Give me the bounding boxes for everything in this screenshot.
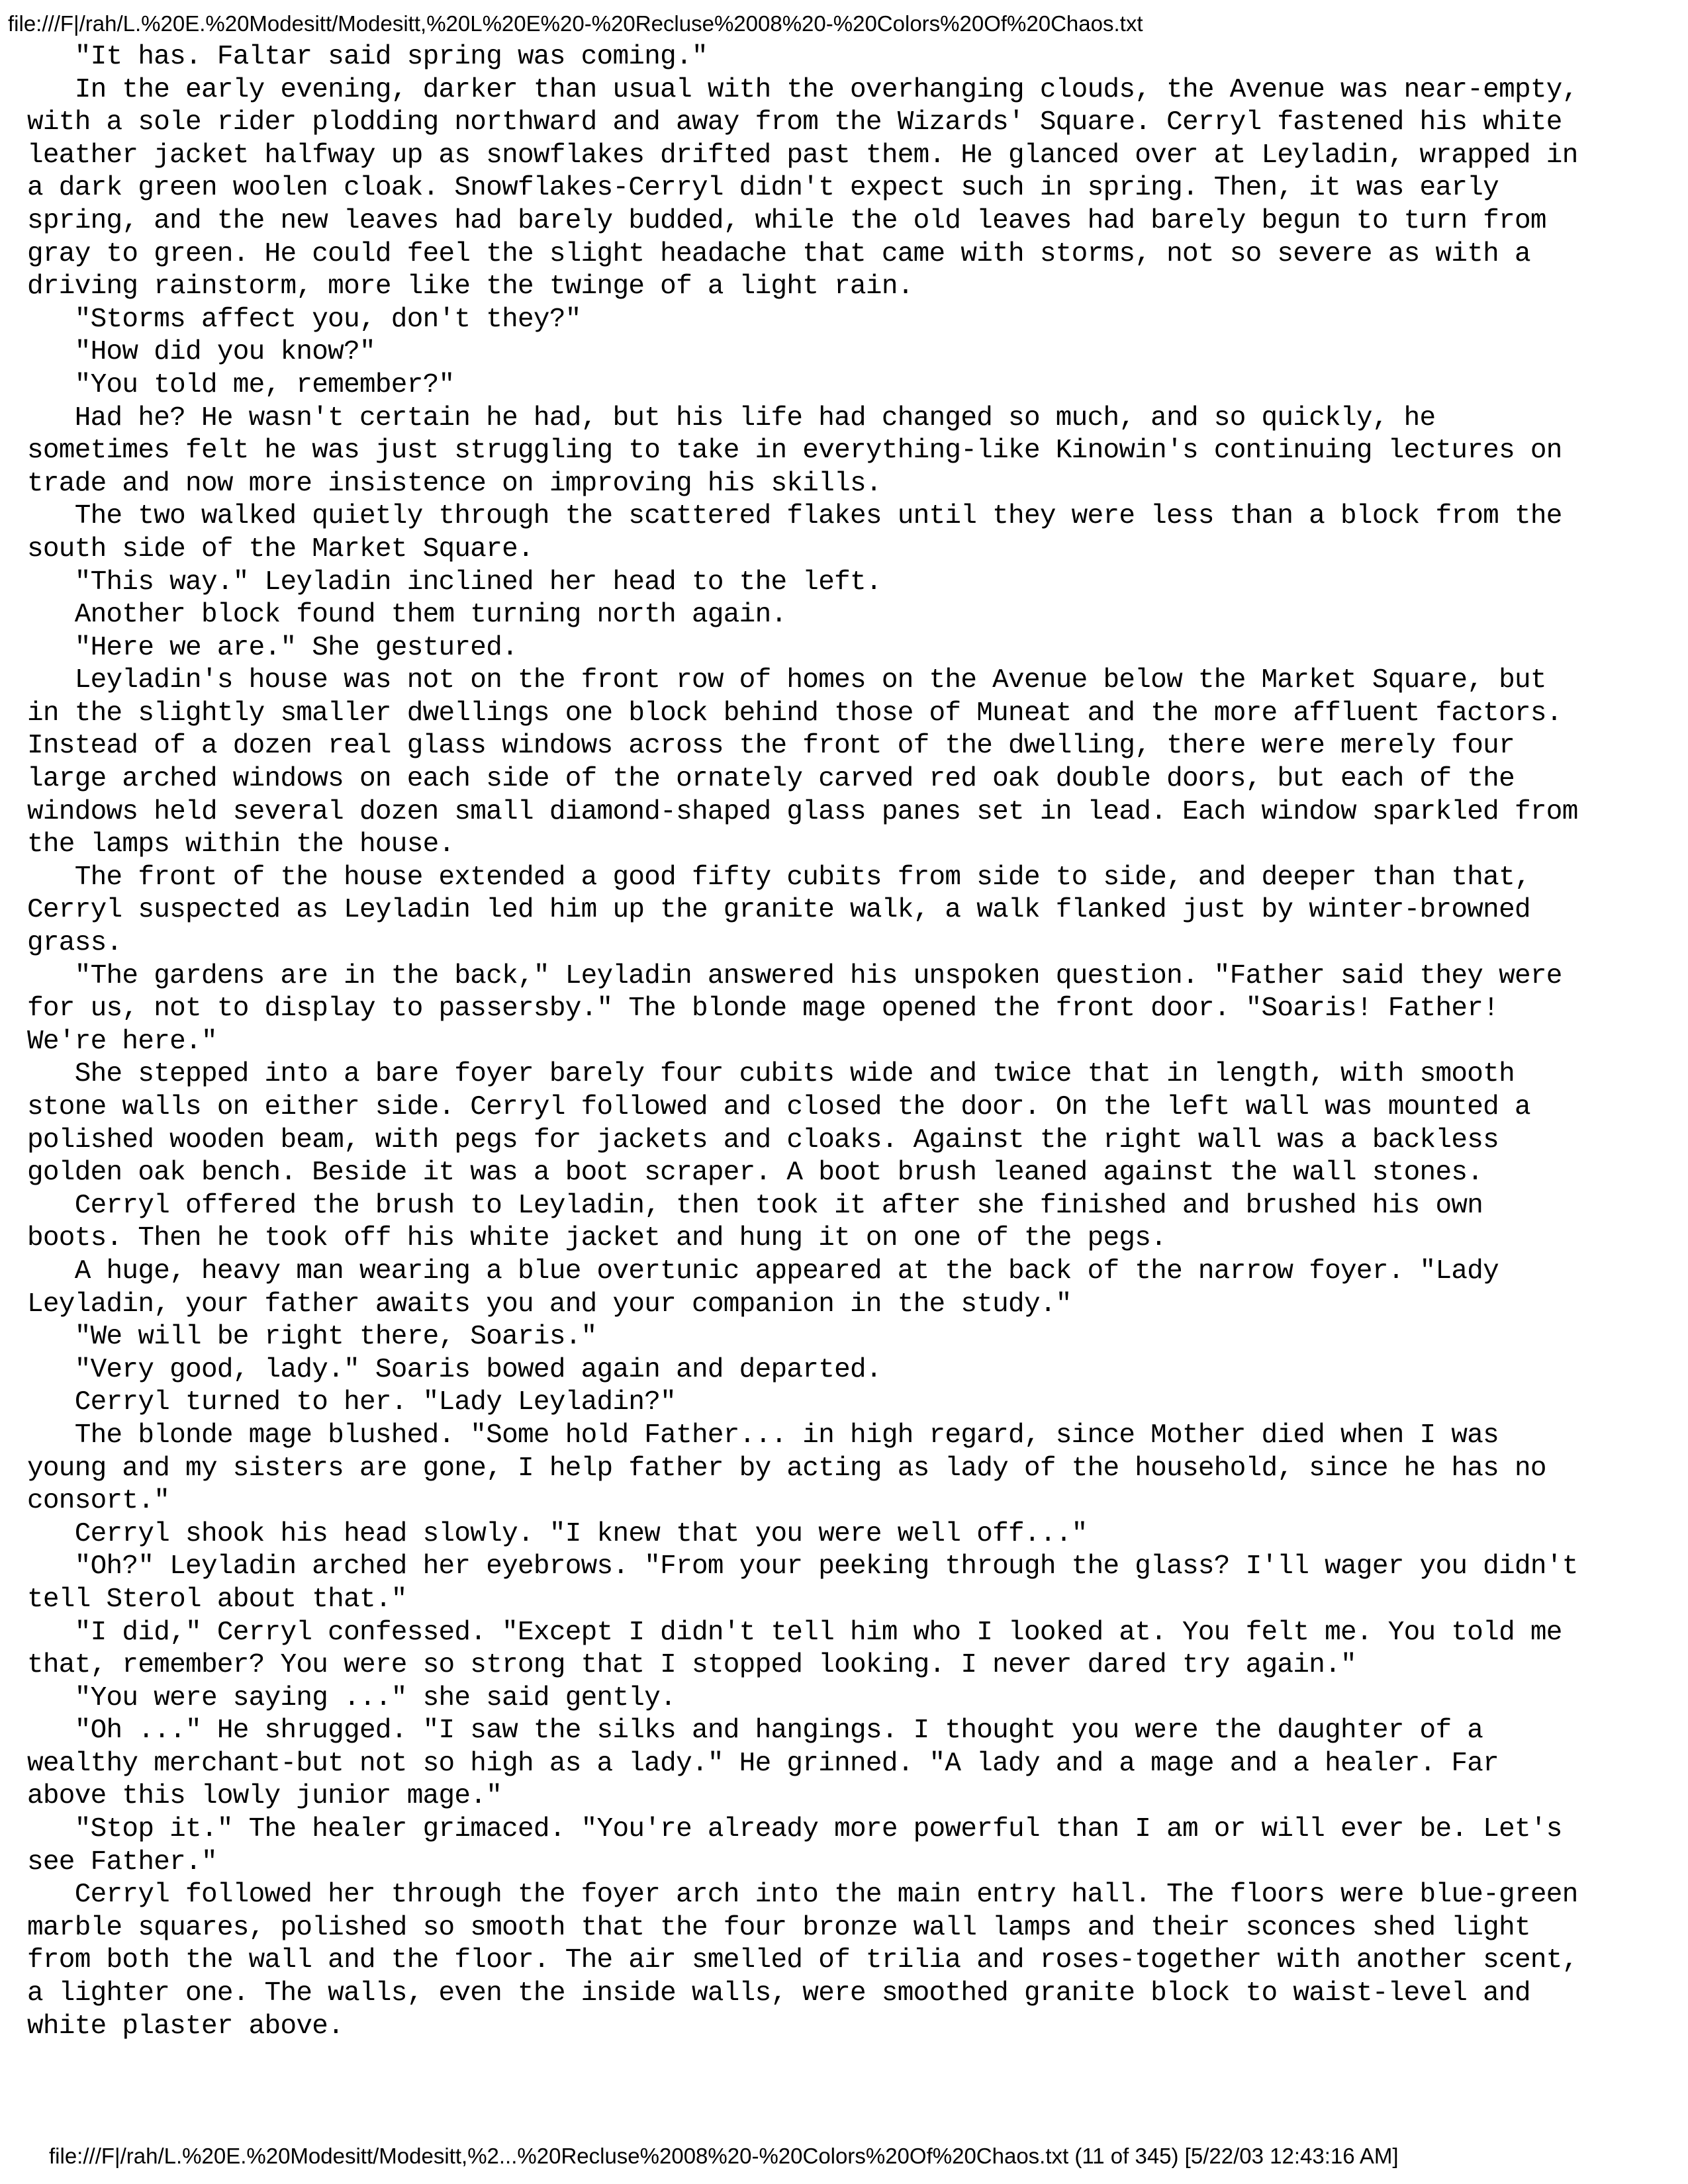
text-line: in the slightly smaller dwellings one block behind those of Muneat and the more affluent factors. <box>27 698 1562 729</box>
text-line: Cerryl followed her through the foyer arch into the main entry hall. The floors were blue-green <box>27 1880 1578 1911</box>
text-line: We're here." <box>27 1026 217 1057</box>
text-line: Leyladin, your father awaits you and your companion in the study." <box>27 1289 1072 1320</box>
text-line: that, remember? You were so strong that I stopped looking. I never dared try again." <box>27 1650 1356 1681</box>
text-line: gray to green. He could feel the slight headache that came with storms, not so severe as with a <box>27 238 1530 269</box>
text-line: young and my sisters are gone, I help father by acting as lady of the household, since he has no <box>27 1453 1546 1484</box>
text-line: "You were saying ..." she said gently. <box>27 1682 677 1713</box>
text-line: "Very good, lady." Soaris bowed again and departed. <box>27 1354 882 1385</box>
text-line: "We will be right there, Soaris." <box>27 1322 597 1353</box>
text-line: from both the wall and the floor. The air smelled of trilia and roses-together with another scent, <box>27 1945 1578 1976</box>
text-line: polished wooden beam, with pegs for jackets and cloaks. Against the right wall was a backless <box>27 1124 1499 1156</box>
text-line: wealthy merchant-but not so high as a lady." He grinned. "A lady and a mage and a healer. Far <box>27 1748 1499 1779</box>
text-line: south side of the Market Square. <box>27 533 534 565</box>
text-line: a dark green woolen cloak. Snowflakes-Cerryl didn't expect such in spring. Then, it was early <box>27 173 1499 204</box>
text-line: A huge, heavy man wearing a blue overtunic appeared at the back of the narrow foyer. "Lady <box>27 1255 1499 1287</box>
text-line: boots. Then he took off his white jacket and hung it on one of the pegs. <box>27 1223 1167 1254</box>
text-line: for us, not to display to passersby." The blonde mage opened the front door. "Soaris! Father! <box>27 993 1499 1024</box>
text-line: Cerryl offered the brush to Leyladin, then took it after she finished and brushed his own <box>27 1190 1483 1221</box>
text-line: see Father." <box>27 1846 217 1878</box>
text-line: stone walls on either side. Cerryl followed and closed the door. On the left wall was mounted a <box>27 1092 1530 1122</box>
text-line: leather jacket halfway up as snowflakes drifted past them. He glanced over at Leyladin, wrapped in <box>27 140 1578 171</box>
file-path-header: file:///F|/rah/L.%20E.%20Modesitt/Modesitt,%20L%20E%20-%20Recluse%2008%20-%20Colors%20Of%20Chaos.txt <box>8 11 1143 36</box>
text-line: "Storms affect you, don't they?" <box>27 304 581 335</box>
text-line: a lighter one. The walls, even the inside walls, were smoothed granite block to waist-level and <box>27 1978 1530 2009</box>
text-line: the lamps within the house. <box>27 829 455 860</box>
text-line: with a sole rider plodding northward and away from the Wizards' Square. Cerryl fastened his white <box>27 107 1562 138</box>
text-line: "This way." Leyladin inclined her head to the left. <box>27 567 882 598</box>
text-line: large arched windows on each side of the ornately carved red oak double doors, but each of the <box>27 764 1515 795</box>
text-line: "Oh?" Leyladin arched her eyebrows. "From your peeking through the glass? I'll wager you didn't <box>27 1551 1578 1582</box>
text-line: marble squares, polished so smooth that the four bronze wall lamps and their sconces shed light <box>27 1912 1530 1943</box>
text-line: spring, and the new leaves had barely budded, while the old leaves had barely begun to turn from <box>27 205 1546 236</box>
text-line: The blonde mage blushed. "Some hold Father... in high regard, since Mother died when I was <box>27 1420 1499 1451</box>
file-path-footer: file:///F|/rah/L.%20E.%20Modesitt/Modesitt,%2...%20Recluse%2008%20-%20Colors%20Of%20Chaos.txt (11 of 345) [5/22/03 12:43:16 AM] <box>49 2144 1399 2168</box>
text-line: Leyladin's house was not on the front row of homes on the Avenue below the Market Square, but <box>27 665 1546 696</box>
text-line: "You told me, remember?" <box>27 369 455 400</box>
text-line: grass. <box>27 928 122 959</box>
text-line: "Here we are." She gestured. <box>27 632 518 663</box>
text-line: Instead of a dozen real glass windows across the front of the dwelling, there were merely four <box>27 731 1515 762</box>
text-line: white plaster above. <box>27 2011 344 2042</box>
text-line: Had he? He wasn't certain he had, but his life had changed so much, and so quickly, he <box>27 402 1436 433</box>
text-line: above this lowly junior mage." <box>27 1781 502 1812</box>
text-line: sometimes felt he was just struggling to take in everything-like Kinowin's continuing lectures on <box>27 435 1562 467</box>
text-line: Cerryl shook his head slowly. "I knew that you were well off..." <box>27 1518 1088 1549</box>
text-line: windows held several dozen small diamond-shaped glass panes set in lead. Each window sparkled from <box>27 796 1578 827</box>
document-body <box>27 41 1669 2043</box>
text-line: "Stop it." The healer grimaced. "You're already more powerful than I am or will ever be. Let's <box>27 1814 1562 1845</box>
text-line: "The gardens are in the back," Leyladin answered his unspoken question. "Father said they were <box>27 960 1562 991</box>
text-line: "I did," Cerryl confessed. "Except I didn't tell him who I looked at. You felt me. You told me <box>27 1617 1562 1648</box>
text-line: trade and now more insistence on improving his skills. <box>27 468 882 499</box>
text-line: Cerryl turned to her. "Lady Leyladin?" <box>27 1387 677 1418</box>
text-line: driving rainstorm, more like the twinge of a light rain. <box>27 271 914 302</box>
text-line: "How did you know?" <box>27 337 375 368</box>
text-line: tell Sterol about that." <box>27 1584 407 1615</box>
text-line: The front of the house extended a good fifty cubits from side to side, and deeper than that, <box>27 862 1530 893</box>
text-line: In the early evening, darker than usual with the overhanging clouds, the Avenue was near-empty, <box>27 74 1578 105</box>
text-line: Another block found them turning north again. <box>27 600 787 631</box>
text-line: The two walked quietly through the scattered flakes until they were less than a block from the <box>27 501 1562 532</box>
text-line: golden oak bench. Beside it was a boot scraper. A boot brush leaned against the wall stones. <box>27 1158 1483 1189</box>
text-line: "It has. Faltar said spring was coming." <box>27 42 708 72</box>
text-line: She stepped into a bare foyer barely four cubits wide and twice that in length, with smooth <box>27 1059 1515 1090</box>
text-line: consort." <box>27 1486 170 1517</box>
text-line: "Oh ..." He shrugged. "I saw the silks and hangings. I thought you were the daughter of a <box>27 1715 1483 1747</box>
text-line: Cerryl suspected as Leyladin led him up the granite walk, a walk flanked just by winter-browned <box>27 895 1530 926</box>
